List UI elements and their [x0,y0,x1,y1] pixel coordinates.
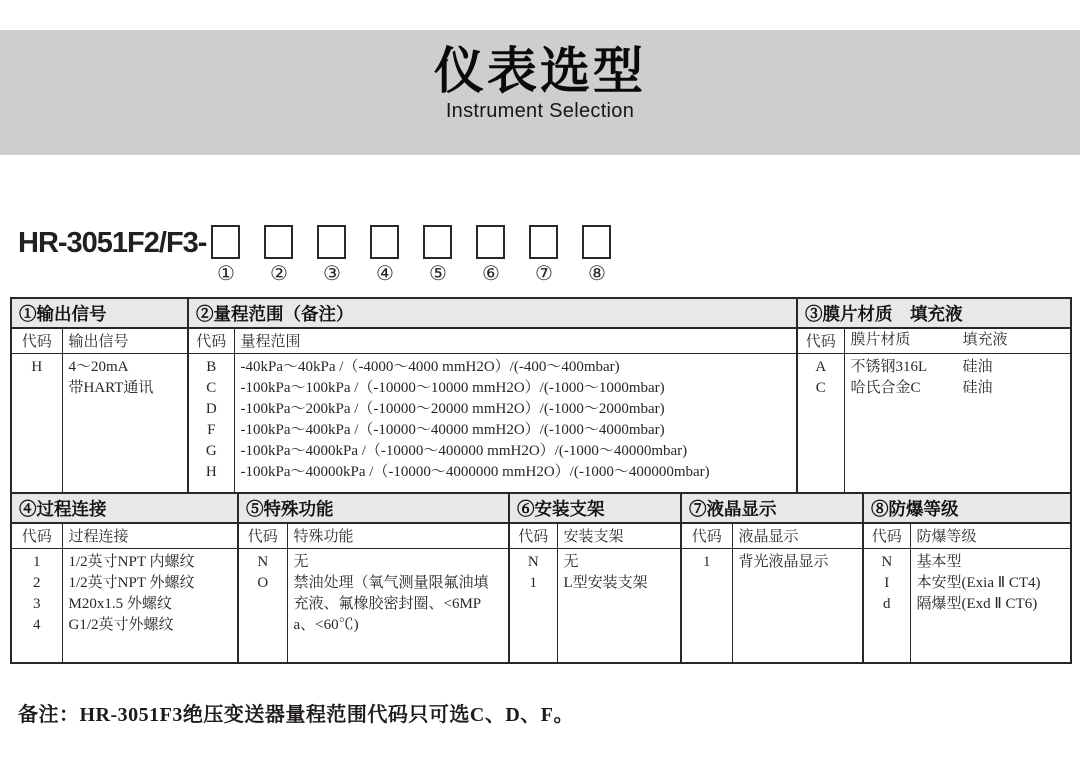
special-function-descs [287,548,509,663]
desc-value: 基本型 [916,553,962,570]
code-box-3 [317,225,346,259]
desc-value: -100kPa～40000kPa /（-10000～4000000 mmH2O）/(-1000～400000mbar) [240,463,710,480]
code-value: C [206,379,217,396]
code-box-8 [582,225,611,259]
desc-value: L型安装支架 [563,574,648,591]
position-number-7: ⑦ [535,261,553,285]
desc-value: M20x1.5 外螺纹 [68,595,172,612]
code-value: A [815,358,827,375]
col-header-process-connection: 过程连接 [62,523,238,548]
code-box-1 [211,225,240,259]
col-header-output-signal: 输出信号 [62,328,188,353]
process-connection-descs [62,548,238,663]
code-slot-6 [476,225,505,283]
section-header-mounting-bracket: ⑥安装支架 [509,493,681,523]
fill-liquid: 硅油 [962,379,993,396]
col-header-diaphragm: 膜片材质 [850,332,911,349]
col-header-fill: 填充液 [962,332,1008,349]
col-header-range: 量程范围 [234,328,797,353]
code-value: F [207,421,216,438]
code-box-5 [423,225,452,259]
selection-table-top [10,297,1072,494]
code-value: N [257,553,269,570]
code-value: 2 [33,574,41,591]
col-header-code-7: 代码 [681,523,732,548]
position-number-1: ① [217,261,235,285]
position-number-8: ⑧ [588,261,606,285]
code-value: 1 [529,574,537,591]
col-header-code-6: 代码 [509,523,557,548]
diaphragm-descs [844,353,1071,493]
position-number-2: ② [270,261,288,285]
code-value: 4 [33,616,41,633]
diaphragm-codes [797,353,844,493]
output-signal-codes [11,353,62,493]
position-number-4: ④ [376,261,394,285]
code-box-4 [370,225,399,259]
desc-value: -100kPa～400kPa /（-10000～40000 mmH2O）/(-1000～4000mbar) [240,421,665,438]
col-header-code-1: 代码 [11,328,62,353]
table-row [851,378,1065,399]
desc-value: 隔爆型(Exd Ⅱ CT6) [916,595,1038,612]
code-value: 3 [33,595,41,612]
desc-value: -40kPa～40kPa /（-4000～4000 mmH2O）/(-400～400mbar) [240,358,620,375]
code-value: B [206,358,217,375]
desc-value: -100kPa～200kPa /（-10000～20000 mmH2O）/(-1000～2000mbar) [240,400,665,417]
desc-value: 4～20mA [68,358,129,375]
desc-value: -100kPa～4000kPa /（-10000～400000 mmH2O）/(-1000～40000mbar) [240,442,688,459]
desc-value: 禁油处理（氧气测量限氟油填充液、氟橡胶密封圈、<6MPa、<60℃) [293,574,489,633]
selection-table-bottom [10,492,1072,664]
model-prefix: HR-3051F2/F3- [18,227,207,259]
desc-value: 1/2英寸NPT 内螺纹 [68,553,195,570]
process-connection-codes [11,548,62,663]
desc-value: -100kPa～100kPa /（-10000～10000 mmH2O）/(-1000～1000mbar) [240,379,665,396]
code-value: 1 [33,553,41,570]
page-banner [0,30,1080,155]
code-slot-5 [423,225,452,283]
col-header-lcd-display: 液晶显示 [732,523,863,548]
mounting-bracket-descs [557,548,681,663]
section-header-output-signal: ①输出信号 [11,298,188,328]
code-value: C [815,379,826,396]
lcd-display-codes [681,548,732,663]
explosion-proof-descs [910,548,1071,663]
page-subtitle: Instrument Selection [445,100,635,122]
code-slot-8 [582,225,611,283]
code-value: N [881,553,893,570]
col-header-code-4: 代码 [11,523,62,548]
position-number-6: ⑥ [482,261,500,285]
mounting-bracket-codes [509,548,557,663]
code-value: H [31,358,43,375]
code-value: O [257,574,269,591]
col-header-mounting-bracket: 安装支架 [557,523,681,548]
section-header-lcd-display: ⑦液晶显示 [681,493,863,523]
code-box-6 [476,225,505,259]
page-title: 仪表选型 [434,43,646,99]
col-header-special-function: 特殊功能 [287,523,509,548]
col-header-code-3: 代码 [797,328,844,353]
model-code-row [18,225,611,283]
desc-value: 本安型(Exia Ⅱ CT4) [916,574,1041,591]
position-number-5: ⑤ [429,261,447,285]
selection-tables [10,297,1070,664]
range-codes [188,353,234,493]
code-slots [211,225,611,283]
explosion-proof-codes [863,548,910,663]
desc-value: G1/2英寸外螺纹 [68,616,174,633]
remark-note: 备注：HR-3051F3绝压变送器量程范围代码只可选C、D、F。 [18,704,574,726]
col-header-explosion-proof: 防爆等级 [910,523,1071,548]
section-header-range: ②量程范围（备注） [188,298,797,328]
desc-value: 无 [293,553,309,570]
code-slot-3 [317,225,346,283]
table-row [851,357,1065,378]
lcd-display-descs [732,548,863,663]
code-value: N [527,553,539,570]
fill-liquid: 硅油 [962,358,993,375]
code-value: d [883,595,891,612]
diaphragm-material: 哈氏合金C [850,379,921,396]
desc-value: 带HART通讯 [68,379,154,396]
section-header-diaphragm-fill: ③膜片材质 填充液 [797,298,1071,328]
code-value: D [205,400,217,417]
col-header-code-5: 代码 [238,523,287,548]
special-function-codes [238,548,287,663]
code-box-2 [264,225,293,259]
code-slot-2 [264,225,293,283]
code-slot-7 [529,225,558,283]
output-signal-descs [62,353,188,493]
code-value: I [884,574,890,591]
desc-value: 无 [563,553,579,570]
desc-value: 1/2英寸NPT 外螺纹 [68,574,195,591]
col-header-diaphragm-fill [844,328,1071,353]
section-header-explosion-proof: ⑧防爆等级 [863,493,1071,523]
diaphragm-material: 不锈钢316L [850,358,928,375]
code-value: 1 [703,553,711,570]
code-box-7 [529,225,558,259]
code-slot-1 [211,225,240,283]
range-descs [234,353,797,493]
col-header-code-8: 代码 [863,523,910,548]
section-header-process-connection: ④过程连接 [11,493,238,523]
section-header-special-function: ⑤特殊功能 [238,493,509,523]
code-value: G [205,442,217,459]
code-slot-4 [370,225,399,283]
code-value: H [205,463,217,480]
col-header-code-2: 代码 [188,328,234,353]
desc-value: 背光液晶显示 [738,553,829,570]
position-number-3: ③ [323,261,341,285]
